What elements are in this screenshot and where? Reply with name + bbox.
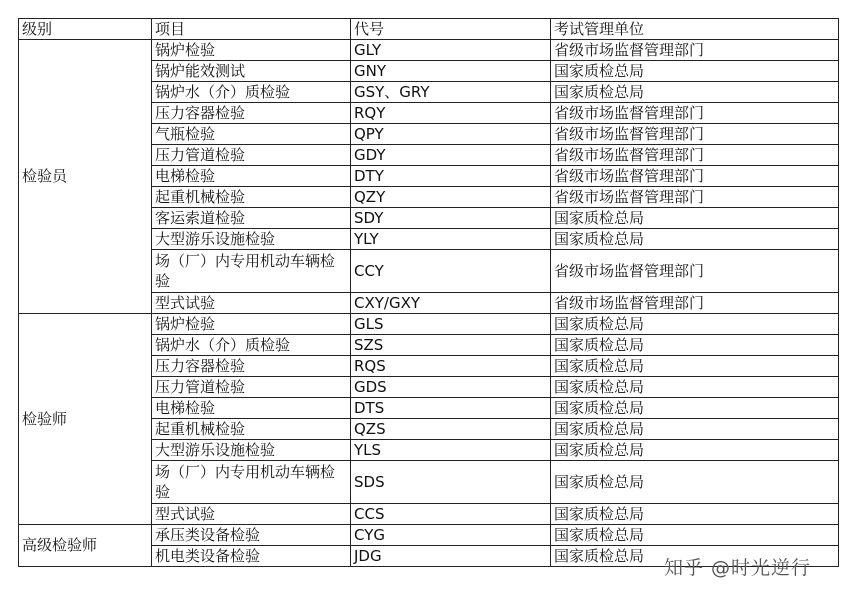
code-cell: YLS: [351, 440, 551, 461]
header-code: 代号: [351, 19, 551, 40]
item-cell: 压力管道检验: [152, 145, 351, 166]
authority-cell: 省级市场监督管理部门: [551, 166, 839, 187]
item-cell: 电梯检验: [152, 166, 351, 187]
code-cell: SDY: [351, 208, 551, 229]
table-body: [19, 40, 839, 567]
authority-cell: 省级市场监督管理部门: [551, 187, 839, 208]
code-cell: GNY: [351, 61, 551, 82]
authority-cell: 省级市场监督管理部门: [551, 124, 839, 145]
level-cell: 高级检验师: [19, 525, 152, 567]
qualification-table: [18, 18, 839, 567]
code-cell: GLS: [351, 314, 551, 335]
authority-cell: 省级市场监督管理部门: [551, 145, 839, 166]
authority-cell: 国家质检总局: [551, 61, 839, 82]
code-cell: GDS: [351, 377, 551, 398]
authority-cell: 国家质检总局: [551, 461, 839, 504]
authority-cell: 省级市场监督管理部门: [551, 250, 839, 293]
item-cell: 压力容器检验: [152, 103, 351, 124]
authority-cell: 国家质检总局: [551, 314, 839, 335]
item-cell: 压力管道检验: [152, 377, 351, 398]
item-cell: 承压类设备检验: [152, 525, 351, 546]
code-cell: CXY/GXY: [351, 293, 551, 314]
code-cell: QPY: [351, 124, 551, 145]
authority-cell: 省级市场监督管理部门: [551, 103, 839, 124]
item-cell: 锅炉检验: [152, 314, 351, 335]
code-cell: CCS: [351, 504, 551, 525]
item-cell: 机电类设备检验: [152, 546, 351, 567]
table-row: [19, 314, 839, 335]
item-cell: 大型游乐设施检验: [152, 440, 351, 461]
watermark: 知乎 @时光逆行: [664, 557, 812, 579]
authority-cell: 国家质检总局: [551, 82, 839, 103]
authority-cell: 国家质检总局: [551, 208, 839, 229]
table-row: [19, 525, 839, 546]
code-cell: RQY: [351, 103, 551, 124]
code-cell: GLY: [351, 40, 551, 61]
code-cell: DTY: [351, 166, 551, 187]
header-level: 级别: [19, 19, 152, 40]
item-cell: 型式试验: [152, 293, 351, 314]
authority-cell: 国家质检总局: [551, 419, 839, 440]
item-cell: 型式试验: [152, 504, 351, 525]
code-cell: SDS: [351, 461, 551, 504]
header-authority: 考试管理单位: [551, 19, 839, 40]
item-cell: 大型游乐设施检验: [152, 229, 351, 250]
authority-cell: 国家质检总局: [551, 229, 839, 250]
authority-cell: 国家质检总局: [551, 440, 839, 461]
authority-cell: 国家质检总局: [551, 546, 839, 567]
item-cell: 客运索道检验: [152, 208, 351, 229]
authority-cell: 国家质检总局: [551, 398, 839, 419]
code-cell: SZS: [351, 335, 551, 356]
code-cell: QZY: [351, 187, 551, 208]
item-cell: 锅炉水（介）质检验: [152, 82, 351, 103]
code-cell: GSY、GRY: [351, 82, 551, 103]
code-cell: RQS: [351, 356, 551, 377]
table-row: [19, 40, 839, 61]
code-cell: CCY: [351, 250, 551, 293]
level-cell: 检验师: [19, 314, 152, 525]
level-cell: 检验员: [19, 40, 152, 314]
table-header-row: [19, 19, 839, 40]
code-cell: CYG: [351, 525, 551, 546]
item-cell: 场（厂）内专用机动车辆检验: [152, 461, 351, 504]
authority-cell: 国家质检总局: [551, 525, 839, 546]
code-cell: JDG: [351, 546, 551, 567]
authority-cell: 国家质检总局: [551, 504, 839, 525]
item-cell: 锅炉水（介）质检验: [152, 335, 351, 356]
item-cell: 气瓶检验: [152, 124, 351, 145]
item-cell: 锅炉检验: [152, 40, 351, 61]
item-cell: 起重机械检验: [152, 187, 351, 208]
code-cell: GDY: [351, 145, 551, 166]
authority-cell: 省级市场监督管理部门: [551, 293, 839, 314]
item-cell: 场（厂）内专用机动车辆检验: [152, 250, 351, 293]
authority-cell: 省级市场监督管理部门: [551, 40, 839, 61]
code-cell: YLY: [351, 229, 551, 250]
code-cell: QZS: [351, 419, 551, 440]
item-cell: 压力容器检验: [152, 356, 351, 377]
item-cell: 锅炉能效测试: [152, 61, 351, 82]
authority-cell: 国家质检总局: [551, 377, 839, 398]
authority-cell: 国家质检总局: [551, 335, 839, 356]
item-cell: 电梯检验: [152, 398, 351, 419]
authority-cell: 国家质检总局: [551, 356, 839, 377]
header-item: 项目: [152, 19, 351, 40]
code-cell: DTS: [351, 398, 551, 419]
item-cell: 起重机械检验: [152, 419, 351, 440]
